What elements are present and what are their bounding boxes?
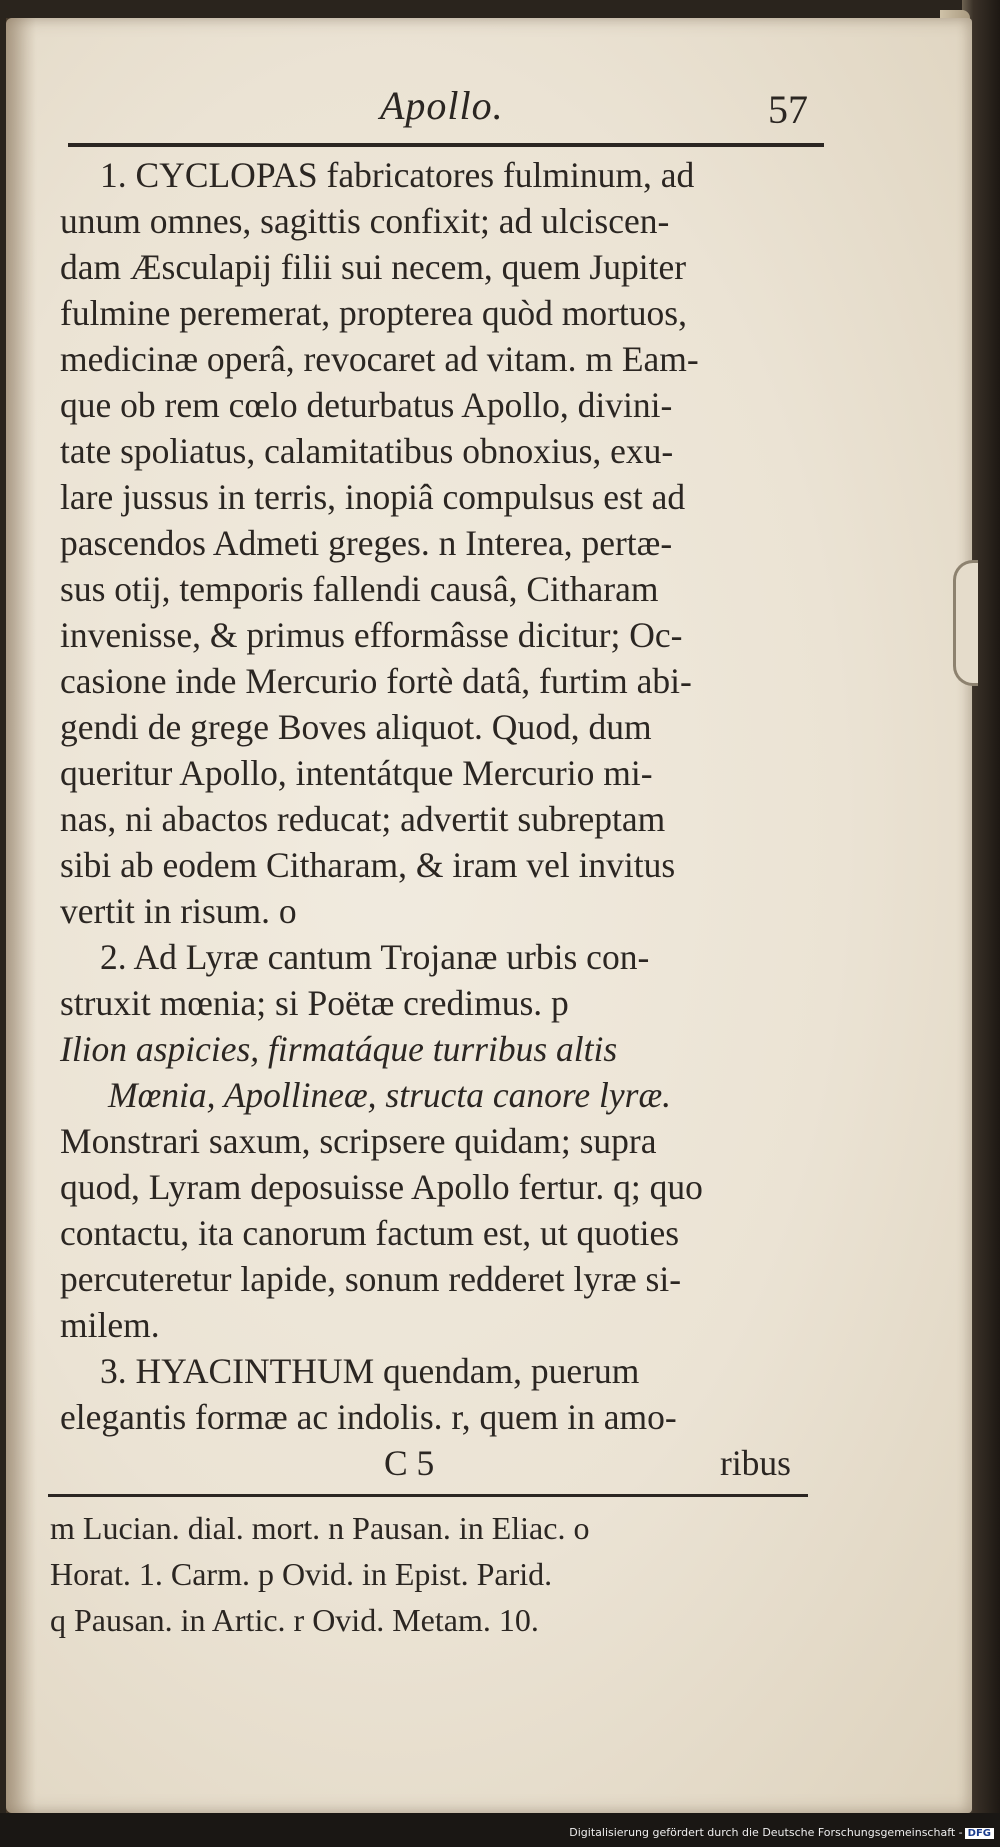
body-line: quod, Lyram deposuisse Apollo fertur. q; quo xyxy=(60,1167,703,1207)
catchword: ribus xyxy=(720,1443,791,1483)
credit-text: Digitalisierung gefördert durch die Deutsche Forschungsgemeinschaft - xyxy=(569,1826,963,1839)
body-line: 3. HYACINTHUM quendam, puerum xyxy=(100,1351,640,1391)
running-head-title: Apollo. xyxy=(380,83,504,128)
digitization-credit xyxy=(569,1826,994,1839)
body-line: medicinæ operâ, revocaret ad vitam. m Eam- xyxy=(60,339,699,379)
dfg-logo: DFG xyxy=(965,1828,994,1839)
body-line: sus otij, temporis fallendi causâ, Citharam xyxy=(60,569,659,609)
page-tab-notch xyxy=(953,560,978,686)
body-line: percuteretur lapide, sonum redderet lyræ si- xyxy=(60,1259,682,1299)
page-number: 57 xyxy=(768,87,808,132)
verse-line: Ilion aspicies, firmatáque turribus altis xyxy=(60,1029,618,1069)
signature-mark: C 5 xyxy=(384,1443,435,1483)
body-line: dam Æsculapij filii sui necem, quem Jupiter xyxy=(60,247,687,287)
body-line: Monstrari saxum, scripsere quidam; supra xyxy=(60,1121,657,1161)
body-line: sibi ab eodem Citharam, & iram vel invitus xyxy=(60,845,676,885)
body-line: tate spoliatus, calamitatibus obnoxius, exu- xyxy=(60,431,674,471)
body-line: lare jussus in terris, inopiâ compulsus est ad xyxy=(60,477,686,517)
header-rule xyxy=(68,143,824,147)
body-line: nas, ni abactos reducat; advertit subreptam xyxy=(60,799,666,839)
body-line: que ob rem cœlo deturbatus Apollo, divini- xyxy=(60,385,673,425)
verse-line: Mœnia, Apollineæ, structa canore lyræ. xyxy=(108,1075,672,1115)
body-line: queritur Apollo, intentátque Mercurio mi- xyxy=(60,753,653,793)
body-line: 1. CYCLOPAS fabricatores fulminum, ad xyxy=(100,155,695,195)
footnote-line: Horat. 1. Carm. p Ovid. in Epist. Parid. xyxy=(50,1556,553,1592)
footnote-line: q Pausan. in Artic. r Ovid. Metam. 10. xyxy=(50,1602,539,1638)
body-line: fulmine peremerat, propterea quòd mortuos, xyxy=(60,293,687,333)
body-line: pascendos Admeti greges. n Interea, pertæ- xyxy=(60,523,673,563)
body-line: contactu, ita canorum factum est, ut quoties xyxy=(60,1213,680,1253)
gutter-shadow xyxy=(6,18,36,1813)
body-line: struxit mœnia; si Poëtæ credimus. p xyxy=(60,983,569,1023)
body-line: casione inde Mercurio fortè datâ, furtim abi- xyxy=(60,661,692,701)
body-line: milem. xyxy=(60,1305,160,1345)
body-line: elegantis formæ ac indolis. r, quem in amo- xyxy=(60,1397,677,1437)
body-line: vertit in risum. o xyxy=(60,891,297,931)
scan-footer-band xyxy=(0,1813,1000,1847)
body-line: unum omnes, sagittis confixit; ad ulciscen- xyxy=(60,201,670,241)
body-line: gendi de grege Boves aliquot. Quod, dum xyxy=(60,707,652,747)
footnote-line: m Lucian. dial. mort. n Pausan. in Eliac. o xyxy=(50,1510,590,1546)
body-line: 2. Ad Lyræ cantum Trojanæ urbis con- xyxy=(100,937,650,977)
body-line: invenisse, & primus efformâsse dicitur; Oc- xyxy=(60,615,683,655)
footnote-rule xyxy=(48,1494,808,1497)
